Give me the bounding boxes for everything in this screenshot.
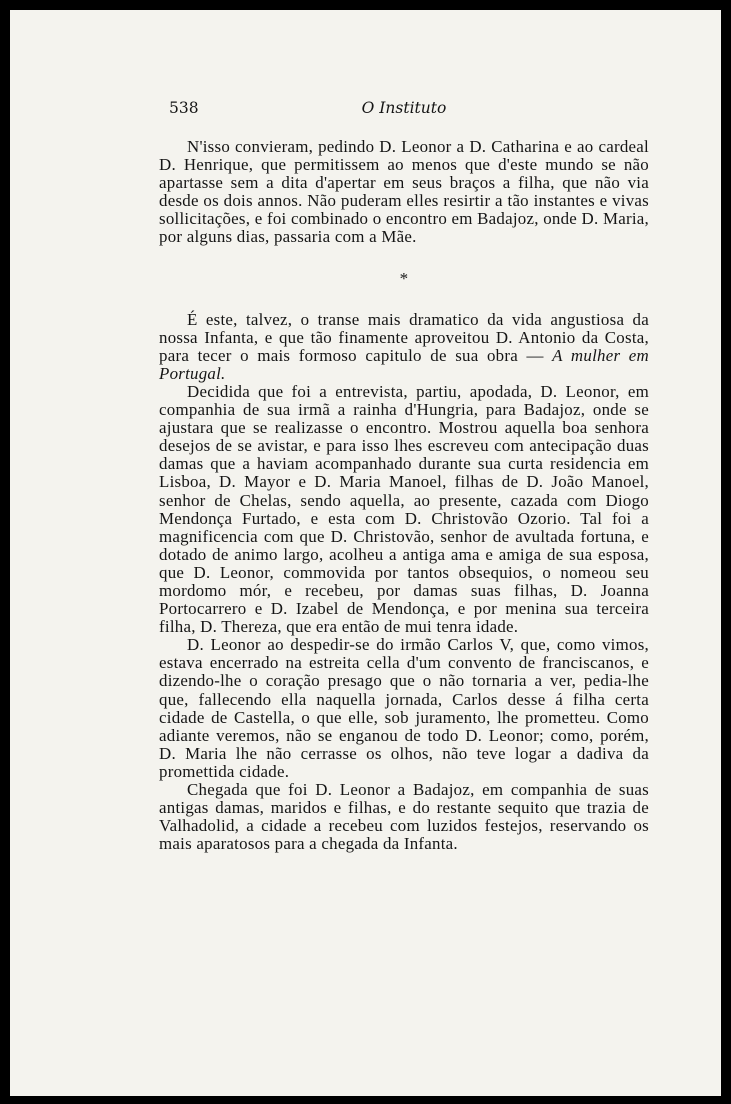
scanned-page — [10, 10, 721, 1096]
paragraph: Decidida que foi a entrevista, partiu, apodada, D. Leonor, em companhia de sua irmã a rainha d'Hungria, para Badajoz, onde se ajustara que se realizasse o encontro. Mostrou aquella boa senhora desejos de se avistar, e para isso lhes escreveu com antecipação duas damas que a haviam acompanhado durante sua curta residencia em Lisboa, D. Mayor e D. Maria Manoel, filhas de D. João Manoel, senhor de Chelas, sendo aquella, ao presente, cazada com Diogo Mendonça Furtado, e esta com D. Christovão Ozorio. Tal foi a magnificencia com que D. Christovão, senhor de avultada fortuna, e dotado de animo largo, acolheu a antiga ama e amiga de sua esposa, que D. Leonor, commovida por tantos obsequios, o nomeou seu mordomo mór, e recebeu, por damas suas filhas, D. Joanna Portocarrero e D. Izabel de Mendonça, e por menina sua terceira filha, D. Thereza, que era então de mui tenra idade. — [159, 381, 649, 637]
page-content — [159, 94, 649, 853]
body-text — [159, 138, 649, 853]
page-header — [159, 94, 649, 124]
paragraph: N'isso convieram, pedindo D. Leonor a D. Catharina e ao cardeal D. Henrique, que permitissem ao menos que d'este mundo se não apartasse sem a dita d'apertar em seus braços a filha, que não via desde os dois annos. Não puderam elles resirtir a tão instantes e vivas sollicitações, e foi combinado o encontro em Badajoz, onde D. Maria, por alguns dias, passaria com a Mãe. — [159, 137, 649, 247]
page-number: 538 — [169, 99, 199, 117]
running-title: O Instituto — [361, 99, 447, 117]
paragraph — [159, 311, 649, 383]
book-title: A mulher em Portugal. — [159, 345, 649, 383]
paragraph-text: É este, talvez, o transe mais dramatico da vida angustiosa da nossa Infanta, e que tão finamente aproveitou D. Antonio da Costa, para tecer o mais formoso capitulo de sua obra — — [159, 309, 649, 365]
section-separator: * — [399, 268, 409, 288]
paragraph: D. Leonor ao despedir-se do irmão Carlos V, que, como vimos, estava encerrado na estreita cella d'um convento de franciscanos, e dizendo-lhe o coração presago que o não tornaria a ver, pedia-lhe que, fallecendo ella naquella jornada, Carlos desse á filha certa cidade de Castella, o que elle, sob juramento, lhe prometteu. Como adiante veremos, não se enganou de todo D. Leonor; como, porém, D. Maria lhe não cerrasse os olhos, não teve logar a dadiva da promettida cidade. — [159, 635, 649, 781]
paragraph: Chegada que foi D. Leonor a Badajoz, em companhia de suas antigas damas, maridos e filhas, e do restante sequito que trazia de Valhadolid, a cidade a recebeu com luzidos festejos, reservando os mais aparatosos para a chegada da Infanta. — [159, 780, 649, 854]
